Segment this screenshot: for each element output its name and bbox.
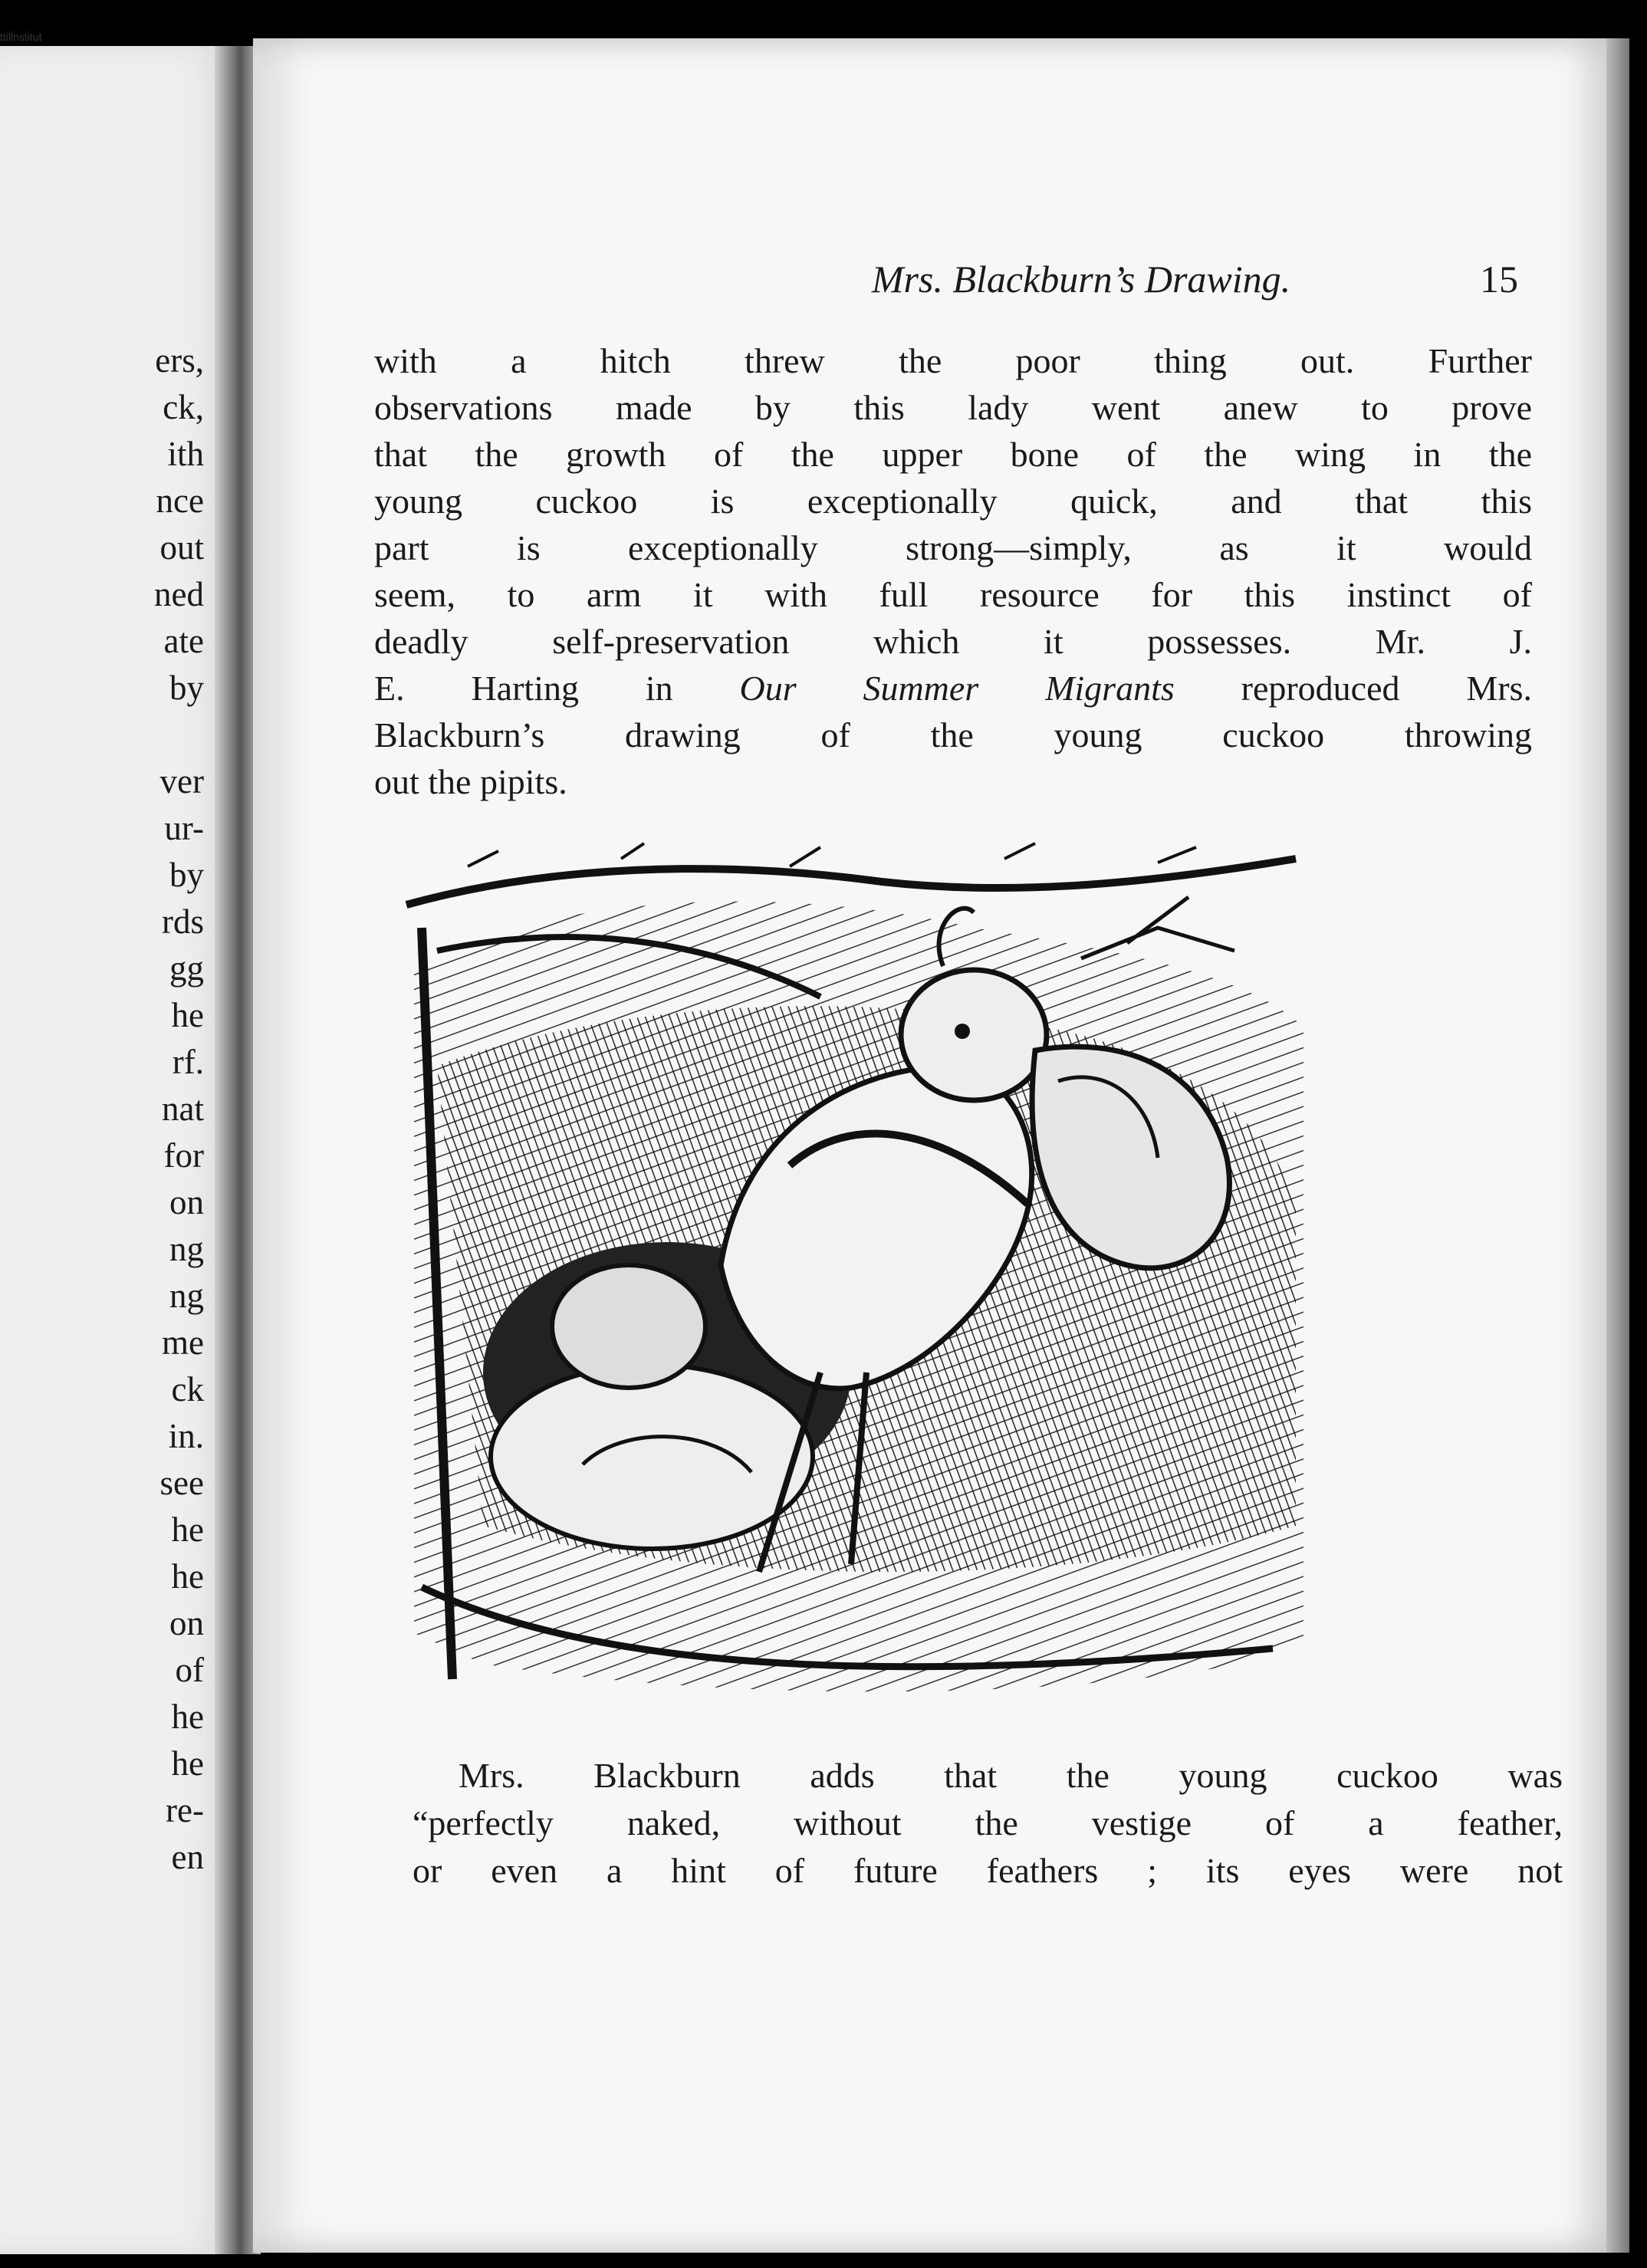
previous-page-line-fragment: see xyxy=(159,1464,204,1502)
previous-page-line-fragment: gg xyxy=(169,949,204,988)
page-number: 15 xyxy=(1480,258,1518,301)
text-line xyxy=(374,665,1532,712)
previous-page-line-fragment: rf. xyxy=(172,1043,204,1081)
previous-page-line-fragment: on xyxy=(169,1183,204,1221)
text-line: young cuckoo is exceptionally quick, and that this xyxy=(374,482,1532,521)
cuckoo-engraving-illustration xyxy=(391,836,1311,1717)
current-page xyxy=(253,38,1610,2253)
previous-page-line-fragment: nce xyxy=(156,482,204,520)
previous-page-line-fragment: he xyxy=(171,1698,204,1736)
previous-page-line-fragment: of xyxy=(175,1651,204,1689)
previous-page-line-fragment: he xyxy=(171,1510,204,1549)
text-line: that the growth of the upper bone of the wing in the xyxy=(374,435,1532,474)
running-head: Mrs. Blackburn’s Drawing. xyxy=(871,258,1291,301)
text-line: with a hitch threw the poor thing out. Further xyxy=(374,341,1532,380)
previous-page-line-fragment: ck xyxy=(171,1370,204,1408)
book-title: Our Summer Migrants xyxy=(739,669,1175,708)
text-line: “perfectly naked, without the vestige of a feather, xyxy=(413,1803,1563,1842)
previous-page-line-fragment: he xyxy=(171,996,204,1034)
previous-page-line-fragment: ver xyxy=(159,762,204,800)
previous-page-line-fragment: out xyxy=(159,528,204,567)
previous-page-line-fragment xyxy=(154,712,204,758)
previous-page-line-fragment: ned xyxy=(154,575,204,613)
text-line: or even a hint of future feathers ; its eyes were not xyxy=(413,1851,1563,1890)
text-segment: E. Harting in xyxy=(374,669,673,708)
page-edge xyxy=(1606,38,1629,2253)
previous-page-line-fragment: for xyxy=(163,1136,204,1175)
previous-page-line-fragment: in. xyxy=(168,1417,204,1455)
previous-page-line-fragment: by xyxy=(169,669,204,707)
text-line: out the pipits. xyxy=(374,762,567,801)
text-line: Mrs. Blackburn adds that the young cuckoo was xyxy=(459,1756,1563,1795)
previous-page-line-fragment: nat xyxy=(162,1090,204,1128)
previous-page-line-fragment: by xyxy=(169,856,204,894)
previous-page-line-fragment: he xyxy=(171,1744,204,1783)
text-segment: reproduced Mrs. xyxy=(1241,669,1532,708)
paragraph-1 xyxy=(374,337,1532,805)
previous-page-text xyxy=(154,337,204,1881)
text-line: seem, to arm it with full resource for this instinct of xyxy=(374,575,1532,614)
text-line: observations made by this lady went anew to prove xyxy=(374,388,1532,427)
previous-page-line-fragment: on xyxy=(169,1604,204,1642)
text-line: deadly self-preservation which it possesses. Mr. J. xyxy=(374,622,1532,661)
page-edge-mark: ttillnstitut xyxy=(0,31,42,43)
previous-page-line-fragment: ate xyxy=(163,622,204,660)
previous-page-line-fragment: ith xyxy=(167,435,204,473)
text-line: part is exceptionally strong—simply, as it would xyxy=(374,528,1532,567)
previous-page-line-fragment: he xyxy=(171,1557,204,1596)
paragraph-2 xyxy=(413,1752,1563,1895)
previous-page-line-fragment: ck, xyxy=(163,388,204,426)
previous-page-line-fragment: ur- xyxy=(164,809,204,847)
previous-page-line-fragment: rds xyxy=(162,902,204,941)
previous-page-line-fragment: ng xyxy=(169,1230,204,1268)
previous-page xyxy=(0,31,230,2254)
text-line: Blackburn’s drawing of the young cuckoo throwing xyxy=(374,715,1532,754)
previous-page-line-fragment: ng xyxy=(169,1277,204,1315)
previous-page-line-fragment: en xyxy=(171,1838,204,1876)
previous-page-line-fragment: re- xyxy=(166,1791,204,1829)
previous-page-line-fragment: ers, xyxy=(155,341,204,380)
previous-page-line-fragment: me xyxy=(162,1323,204,1362)
